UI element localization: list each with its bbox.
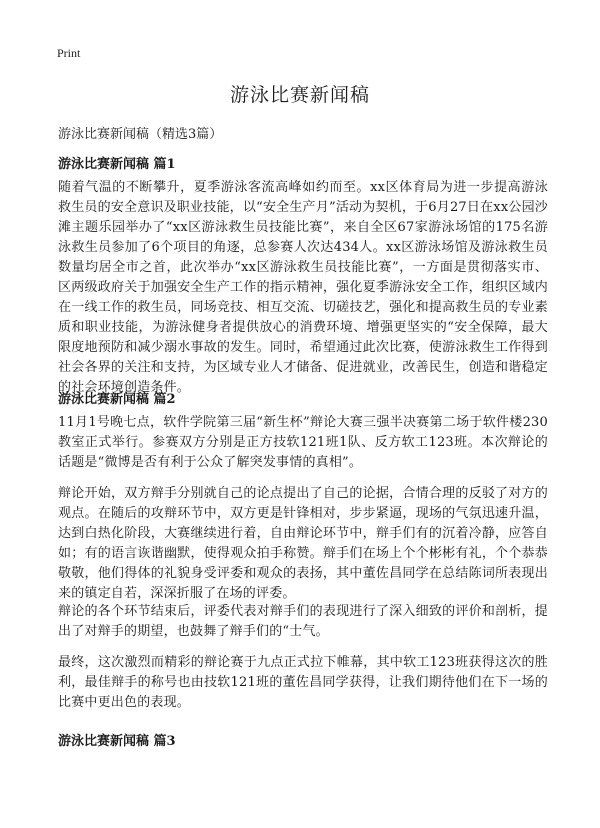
section-2-paragraph-2: 辩论开始，双方辩手分别就自己的论点提出了自己的论据，合情合理的反驳了对方的观点。在随后的攻辩环节中，双方更是针锋相对，步步紧逼，现场的气氛迅速升温，达到白热化阶段，大赛继续进行着，自由辩论环节中，辩手们有的沉着冷静，应答自如；有的语言诙谐幽默，使得观众拍手称赞。辩手们在场上个个彬彬有礼，个个恭恭敬敬，他们得体的礼貌身受评委和观众的表扬，其中董佐昌同学在总结陈词所表现出来的镇定自若，深深折服了在场的评委。 [58, 486, 548, 601]
section-heading-1: 游泳比赛新闻稿 篇1 [58, 157, 176, 172]
subtitle: 游泳比赛新闻稿（精选3篇） [58, 127, 223, 142]
print-link[interactable]: Print [57, 46, 81, 60]
page-title: 游泳比赛新闻稿 [229, 84, 370, 106]
section-heading-3: 游泳比赛新闻稿 篇3 [58, 734, 176, 749]
section-2-paragraph-4: 最终，这次激烈而精彩的辩论赛于九点正式拉下帷幕，其中软工123班获得这次的胜利，最佳辩手的称号也由技软121班的董佐昌同学获得，让我们期待他们在下一场的比赛中更出色的表现。 [58, 655, 548, 710]
section-2-paragraph-3: 辩论的各个环节结束后，评委代表对辩手们的表现进行了深入细致的评价和剖析，提出了对辩手的期望，也鼓舞了辩手们的“士气。 [58, 604, 548, 639]
section-heading-2: 游泳比赛新闻稿 篇2 [58, 392, 176, 407]
section-1-paragraph-1: 随着气温的不断攀升，夏季游泳客流高峰如约而至。xx区体育局为进一步提高游泳救生员的安全意识及职业技能，以“安全生产月”活动为契机，于6月27日在xx公园沙滩主题乐园举办了“xx区游泳救生员技能比赛”，来自全区67家游泳场馆的175名游泳救生员参加了6个项目的角逐，总参赛人次达434人。xx区游泳场馆及游泳救生员数量均居全市之首，此次举办“xx区游泳救生员技能比赛”，一方面是贯彻落实市、区两级政府关于加强安全生产工作的指示精神，强化夏季游泳安全工作，组织区域内在一线工作的救生员，同场竞技、相互交流、切磋技艺，强化和提高救生员的专业素质和职业技能，为游泳健身者提供放心的消费环境、增强更坚实的“安全保障，最大限度地预防和减少溺水事故的发生。同时，希望通过此次比赛，使游泳救生工作得到社会各界的关注和支持，为区域专业人才储备、促进就业，改善民生，创造和谐稳定的社会环境创造条件。 [58, 180, 548, 395]
section-2-paragraph-1: 11月1号晚七点，软件学院第三届“新生杯”辩论大赛三强半决赛第二场于软件楼230教室正式举行。参赛双方分别是正方技软121班1队、反方软工123班。本次辩论的话题是“微博是否有利于公众了解突发事情的真相”。 [58, 415, 548, 470]
